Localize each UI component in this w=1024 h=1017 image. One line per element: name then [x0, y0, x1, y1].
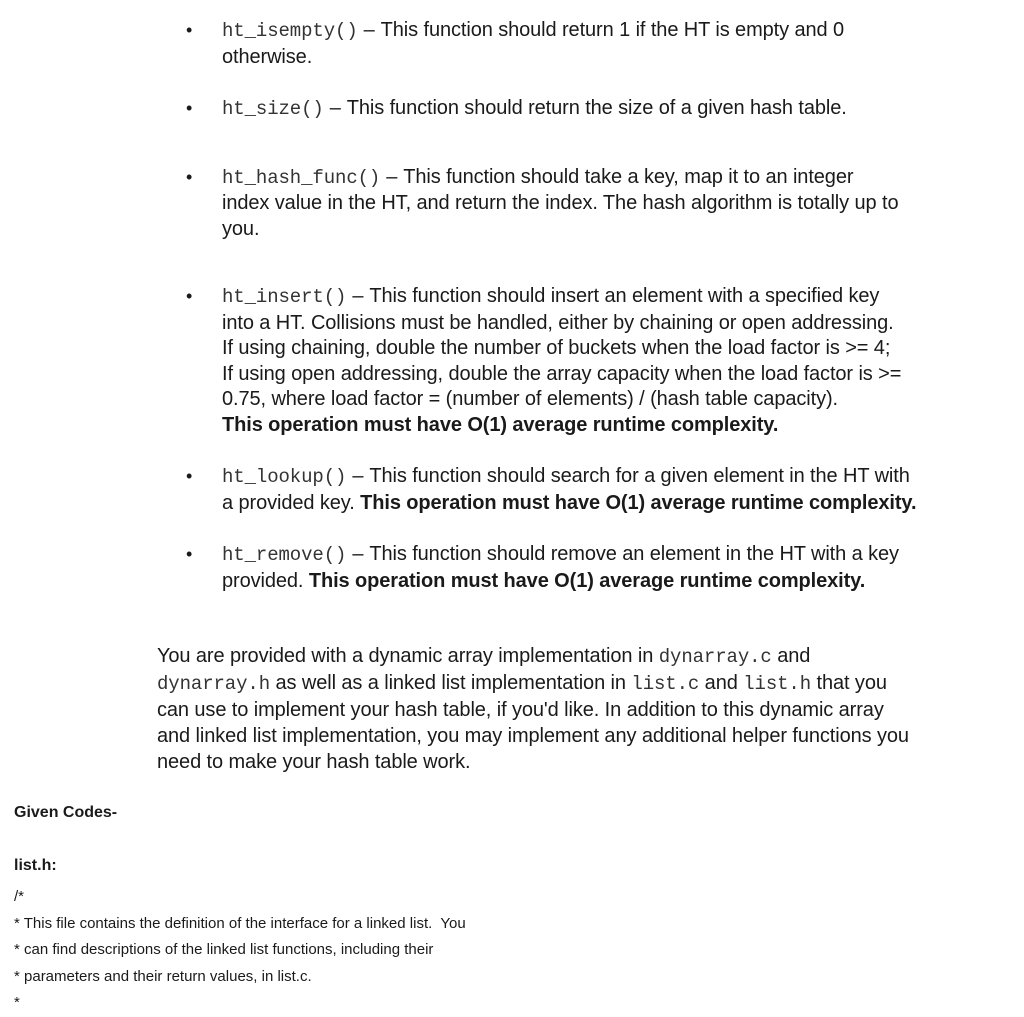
- description-text: 0.75, where load factor = (number of elements) / (hash table capacity).: [222, 388, 838, 410]
- description-text: index value in the HT, and return the index. The hash algorithm is totally up to: [222, 192, 899, 214]
- bullet-dot: •: [186, 166, 193, 187]
- dash: –: [329, 97, 341, 119]
- provided-code-paragraph: [157, 643, 1007, 775]
- bullet-dot: •: [186, 466, 193, 486]
- comment-line: *: [14, 994, 20, 1011]
- function-list: [182, 18, 1002, 594]
- file-label-list-h: list.h:: [14, 857, 57, 874]
- description-text: into a HT. Collisions must be handled, either by chaining or open addressing.: [222, 311, 894, 334]
- paragraph-text: You are provided with a dynamic array implementation in: [157, 645, 654, 667]
- comment-line: /*: [14, 888, 25, 905]
- description-text: This function should insert an element with a specified key: [369, 285, 880, 307]
- paragraph-text: as well as a linked list implementation in: [275, 672, 626, 694]
- function-name: ht_remove(): [222, 544, 347, 566]
- bullet-dot: •: [186, 98, 193, 118]
- list-item-ht-size: [182, 96, 1002, 123]
- paragraph-text: and linked list implementation, you may implement any additional helper functions you: [157, 725, 909, 747]
- description-text: This function should return 1 if the HT is empty and 0: [380, 19, 845, 41]
- comment-line: * parameters and their return values, in list.c.: [14, 967, 312, 985]
- dash: –: [352, 543, 364, 565]
- description-text: This function should search for a given element in the HT with: [369, 465, 910, 487]
- function-name: ht_insert(): [222, 286, 347, 308]
- filename-dynarray-c: dynarray.c: [658, 646, 772, 668]
- description-text: This function should take a key, map it to an integer: [403, 165, 854, 188]
- dash: –: [363, 19, 375, 41]
- dash: –: [386, 165, 398, 188]
- paragraph-text: need to make your hash table work.: [157, 751, 471, 773]
- dash: –: [352, 465, 364, 487]
- list-item-ht-remove: [182, 542, 1002, 594]
- list-item-ht-isempty: [182, 18, 1002, 70]
- complexity-requirement: This operation must have O(1) average runtime complexity.: [222, 413, 779, 436]
- bullet-dot: •: [186, 544, 193, 564]
- filename-list-c: list.c: [631, 673, 700, 695]
- function-name: ht_size(): [222, 98, 324, 120]
- list-item-ht-hash-func: [182, 165, 1002, 243]
- given-codes-heading: Given Codes-: [14, 804, 118, 821]
- bullet-dot: •: [186, 20, 193, 40]
- description-text: you.: [222, 217, 260, 240]
- paragraph-text: that you: [816, 672, 887, 694]
- description-text: otherwise.: [222, 45, 313, 68]
- description-text: This function should return the size of a given hash table.: [346, 97, 847, 119]
- paragraph-text: can use to implement your hash table, if you'd like. In addition to this dynamic array: [157, 699, 884, 721]
- function-name: ht_lookup(): [222, 466, 347, 488]
- filename-dynarray-h: dynarray.h: [157, 673, 271, 695]
- description-text: If using chaining, double the number of buckets when the load factor is >= 4;: [222, 337, 891, 359]
- paragraph-text: and: [704, 672, 738, 694]
- function-name: ht_isempty(): [222, 20, 358, 42]
- dash: –: [352, 285, 364, 307]
- bullet-dot: •: [186, 286, 193, 306]
- code-comment-block: [14, 884, 466, 1017]
- description-text: If using open addressing, double the array capacity when the load factor is >=: [222, 362, 902, 385]
- description-text: This function should remove an element in the HT with a key: [369, 543, 899, 565]
- list-item-ht-insert: [182, 284, 1002, 438]
- function-name: ht_hash_func(): [222, 166, 381, 189]
- list-item-ht-lookup: [182, 464, 1002, 516]
- complexity-requirement: This operation must have O(1) average runtime complexity.: [308, 569, 866, 592]
- comment-line: * This file contains the definition of the interface for a linked list. You: [14, 914, 466, 932]
- description-text: a provided key.: [222, 491, 355, 514]
- comment-line: * can find descriptions of the linked list functions, including their: [14, 941, 434, 958]
- filename-list-h: list.h: [743, 673, 812, 695]
- complexity-requirement: This operation must have O(1) average runtime complexity.: [360, 491, 917, 514]
- description-text: provided.: [222, 569, 304, 592]
- paragraph-text: and: [777, 645, 811, 667]
